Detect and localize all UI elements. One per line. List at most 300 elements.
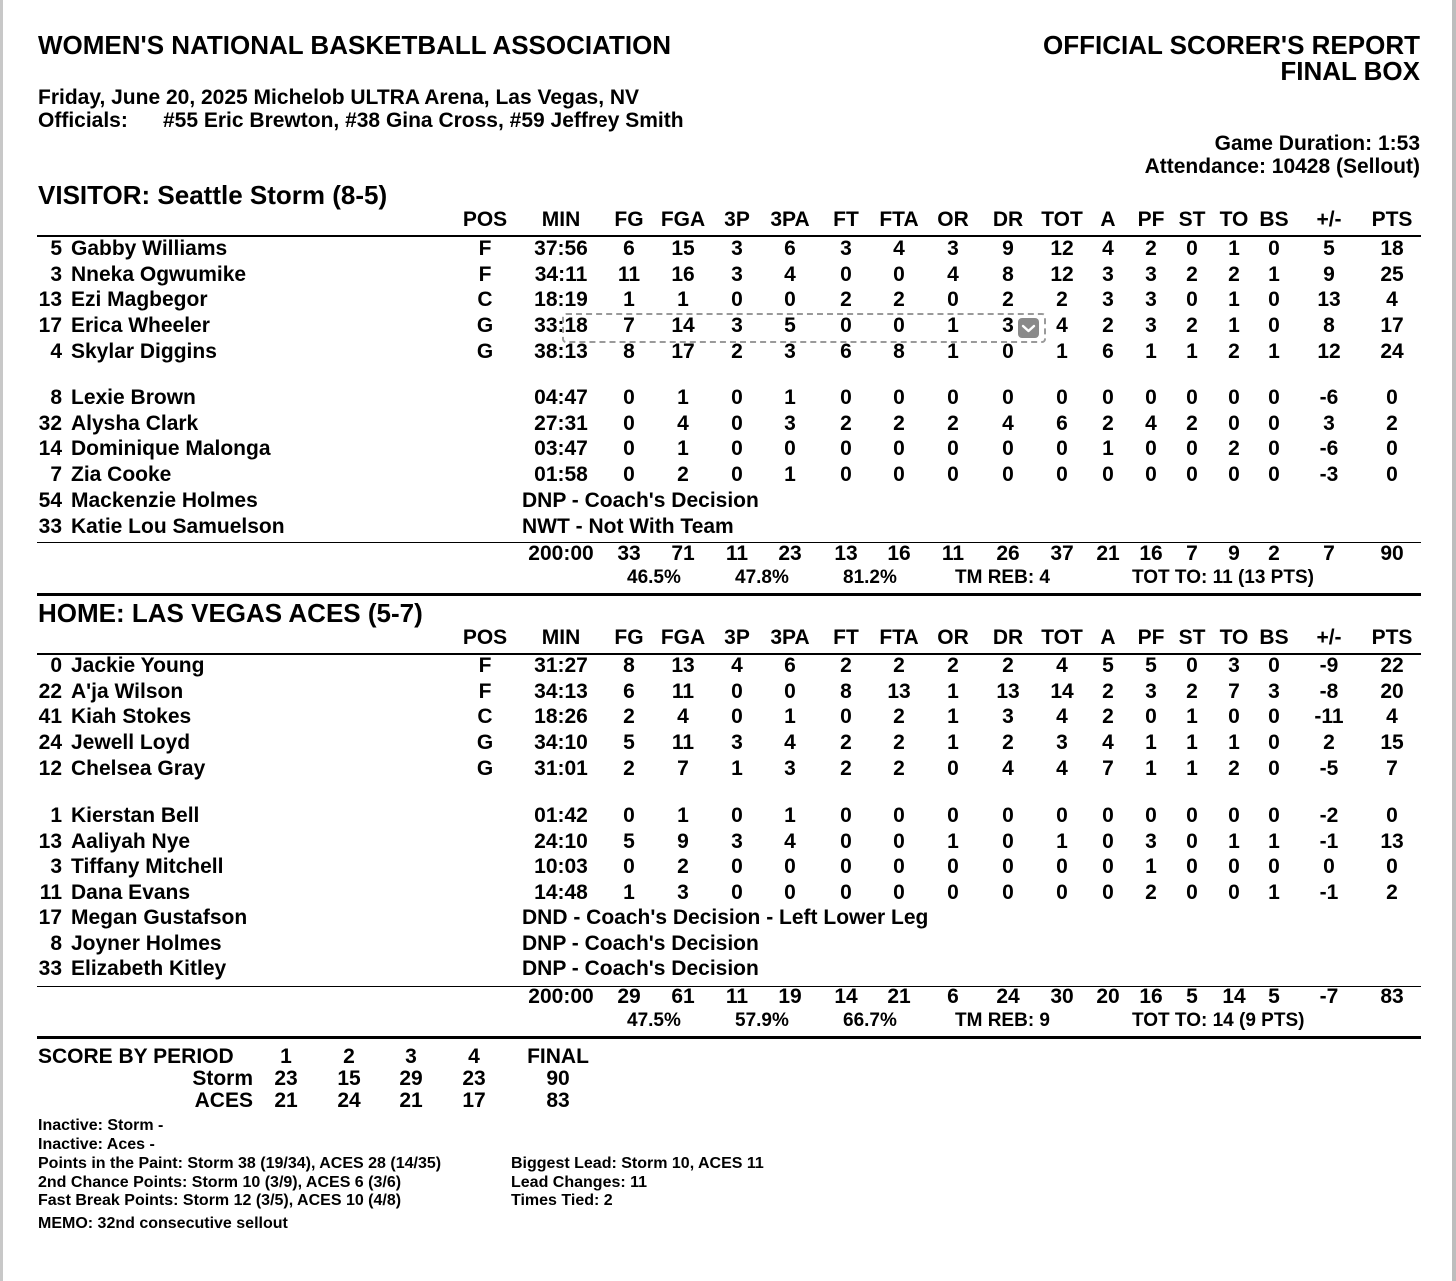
stat-fg: 0 [623,437,635,461]
stat-fga: 1 [677,804,689,827]
stat-pts: 0 [1386,386,1398,409]
period-score: 23 [274,1067,298,1090]
stat-or: 0 [947,881,959,905]
stat-or: 0 [947,804,959,827]
page-left-edge [0,0,3,1281]
report-subtitle: FINAL BOX [1280,56,1420,86]
visitor-section-end-rule [37,593,1421,596]
visitor-header-tot: TOT [1041,208,1083,231]
stat-3pa: 0 [784,288,796,312]
visitor-header-plus-minus: +/- [1316,208,1342,231]
stat-pf: 0 [1145,437,1157,461]
stat-fga: 4 [677,411,689,435]
stat-st: 0 [1186,463,1198,487]
stat-dr: 4 [1002,756,1014,780]
stat-st: 1 [1186,339,1198,363]
stat-to: 0 [1228,855,1240,879]
stat-fta: 2 [893,756,905,780]
period-score: 21 [274,1089,298,1112]
player-name: Jackie Young [71,654,205,677]
stat-bs: 0 [1268,705,1280,729]
stat-ft: 2 [840,288,852,312]
stat-fga: 13 [671,654,695,677]
player-position: F [478,262,492,286]
stat-bs: 0 [1268,756,1280,780]
stat-ft: 8 [840,679,852,703]
stat-plus-minus: -6 [1319,437,1339,461]
stat-fta: 0 [893,437,905,461]
stat-3p: 0 [731,437,743,461]
stat-to: 0 [1228,411,1240,435]
stat-fta: 2 [893,705,905,729]
stat-fg: 8 [623,339,635,363]
visitor-header-3p: 3P [724,208,750,231]
player-position: C [477,288,493,312]
period-score: 83 [546,1089,570,1112]
period-header-4: 4 [468,1045,480,1068]
total-min: 200:00 [528,985,594,1008]
ft-percentage: 81.2% [843,567,897,588]
game-duration: Game Duration: 1:53 [1214,132,1420,155]
stat-pts: 25 [1380,262,1404,286]
player-number: 24 [38,731,62,755]
stat-min: 01:42 [534,804,588,827]
stat-st: 0 [1186,437,1198,461]
dnp-note: DNP - Coach's Decision [522,489,759,512]
stat-a: 1 [1102,437,1114,461]
stat-ft: 0 [840,463,852,487]
stat-3pa: 0 [784,437,796,461]
player-position: G [476,314,494,338]
player-number: 8 [50,931,62,955]
stat-fg: 5 [623,829,635,853]
player-number: 32 [38,411,62,435]
home-header-ft: FT [833,626,859,649]
total-pf: 16 [1139,542,1163,565]
visitor-header-bs: BS [1259,208,1289,231]
stat-to: 1 [1228,731,1240,755]
stat-fta: 0 [893,386,905,409]
player-number: 12 [38,756,62,780]
visitor-title: VISITOR: Seattle Storm (8-5) [38,180,388,210]
stat-to: 0 [1228,386,1240,409]
stat-to: 2 [1228,437,1240,461]
stat-bs: 0 [1268,437,1280,461]
stat-min: 34:11 [534,262,588,286]
stat-or: 1 [947,829,959,853]
visitor-header-fta: FTA [879,208,919,231]
stat-fga: 15 [671,237,695,260]
stat-plus-minus: -1 [1319,881,1339,905]
total-ft: 14 [834,985,858,1008]
stat-or: 1 [947,679,959,703]
biggest-lead: Biggest Lead: Storm 10, ACES 11 [511,1155,764,1172]
player-name: Nneka Ogwumike [71,262,247,286]
stat-min: 27:31 [534,411,588,435]
stat-pts: 7 [1386,756,1398,780]
stat-3pa: 3 [784,411,796,435]
period-score: 23 [462,1067,486,1090]
stat-a: 3 [1102,262,1114,286]
visitor-header-to: TO [1219,208,1249,231]
stat-3p: 0 [731,705,743,729]
stat-fga: 17 [671,339,695,363]
stat-or: 1 [947,314,959,338]
period-score: 15 [337,1067,361,1090]
stat-dr: 8 [1002,262,1014,286]
officials-list: #55 Eric Brewton, #38 Gina Cross, #59 Jeffrey Smith [163,109,684,132]
team-rebounds: TM REB: 4 [955,567,1050,588]
stat-fga: 14 [671,314,695,338]
total-tot: 37 [1050,542,1074,565]
stat-dr: 0 [1002,386,1014,409]
player-name: Dominique Malonga [71,437,271,461]
stat-dr: 0 [1002,804,1014,827]
stat-tot: 0 [1056,386,1068,409]
stat-3pa: 4 [784,829,796,853]
stat-tot: 4 [1056,705,1068,729]
total-to: 14 [1222,985,1246,1008]
fast-break-points: Fast Break Points: Storm 12 (3/5), ACES 10 (4/8) [38,1192,402,1209]
dnp-note: DNP - Coach's Decision [522,931,759,955]
stat-st: 0 [1186,881,1198,905]
player-position: F [478,679,492,703]
total-plus-minus: -7 [1319,985,1339,1008]
stat-fg: 11 [617,262,641,286]
stat-3p: 3 [731,314,743,338]
report-title: OFFICIAL SCORER'S REPORT [1043,30,1420,60]
stat-fta: 4 [893,237,905,260]
home-header-or: OR [937,626,969,649]
stat-ft: 0 [840,705,852,729]
visitor-header-ft: FT [833,208,859,231]
stat-bs: 0 [1268,288,1280,312]
league-title: WOMEN'S NATIONAL BASKETBALL ASSOCIATION [38,30,672,60]
chevron-down-icon[interactable] [1018,318,1039,338]
lead-changes: Lead Changes: 11 [511,1174,648,1191]
stat-fga: 11 [671,731,695,755]
stat-dr: 0 [1002,339,1014,363]
stat-plus-minus: -8 [1319,679,1339,703]
stat-a: 4 [1102,237,1114,260]
stat-plus-minus: 13 [1317,288,1341,312]
stat-to: 0 [1228,804,1240,827]
stat-st: 1 [1186,731,1198,755]
stat-fg: 8 [623,654,635,677]
stat-a: 5 [1102,654,1114,677]
total-pts: 83 [1380,985,1404,1008]
visitor-header-min: MIN [541,208,581,231]
stat-fga: 1 [677,386,689,409]
times-tied: Times Tied: 2 [511,1192,613,1209]
stat-pf: 0 [1145,386,1157,409]
home-header-min: MIN [541,626,581,649]
stat-tot: 0 [1056,463,1068,487]
total-fga: 71 [671,542,695,565]
stat-3pa: 4 [784,731,796,755]
stat-pf: 2 [1145,237,1157,260]
total-3pa: 19 [778,985,802,1008]
player-name: Kiah Stokes [71,705,192,729]
stat-st: 0 [1186,804,1198,827]
stat-ft: 2 [840,731,852,755]
stat-pf: 4 [1145,411,1157,435]
stat-pts: 20 [1380,679,1404,703]
stat-min: 24:10 [534,829,588,853]
stat-dr: 13 [996,679,1020,703]
stat-min: 33:18 [534,314,588,338]
stat-tot: 1 [1056,829,1068,853]
stat-min: 34:10 [534,731,588,755]
total-or: 6 [947,985,959,1008]
player-number: 4 [50,339,62,363]
stat-ft: 3 [840,237,852,260]
player-number: 17 [38,906,62,929]
stat-plus-minus: 5 [1323,237,1335,260]
stat-ft: 0 [840,437,852,461]
period-score: 90 [546,1067,570,1090]
stat-pts: 2 [1386,411,1398,435]
stat-3pa: 5 [784,314,796,338]
stat-to: 7 [1228,679,1240,703]
stat-3pa: 4 [784,262,796,286]
stat-st: 2 [1186,679,1198,703]
stat-fga: 4 [677,705,689,729]
stat-fga: 2 [677,855,689,879]
stat-a: 0 [1102,881,1114,905]
stat-to: 0 [1228,881,1240,905]
stat-or: 1 [947,731,959,755]
total-ft: 13 [834,542,858,565]
home-header-3pa: 3PA [770,626,810,649]
stat-pf: 1 [1145,855,1157,879]
stat-a: 0 [1102,463,1114,487]
stat-a: 2 [1102,411,1114,435]
stat-3p: 0 [731,881,743,905]
stat-or: 0 [947,437,959,461]
stat-tot: 12 [1050,237,1074,260]
player-name: Ezi Magbegor [71,288,208,312]
total-pts: 90 [1380,542,1404,565]
player-name: Gabby Williams [71,237,228,260]
player-number: 3 [50,262,62,286]
stat-3p: 0 [731,804,743,827]
stat-3p: 0 [731,463,743,487]
attendance: Attendance: 10428 (Sellout) [1144,155,1420,178]
home-header-to: TO [1219,626,1249,649]
stat-fg: 1 [623,288,635,312]
stat-bs: 0 [1268,386,1280,409]
player-number: 41 [38,705,62,729]
stat-fga: 16 [671,262,695,286]
stat-a: 4 [1102,731,1114,755]
player-number: 13 [38,829,62,853]
stat-min: 31:27 [534,654,588,677]
stat-ft: 0 [840,386,852,409]
date-venue: Friday, June 20, 2025 Michelob ULTRA Arena, Las Vegas, NV [38,86,640,109]
stat-3p: 0 [731,386,743,409]
period-score: 24 [337,1089,361,1112]
stat-tot: 4 [1056,654,1068,677]
points-in-paint: Points in the Paint: Storm 38 (19/34), ACES 28 (14/35) [38,1155,442,1172]
stat-fg: 1 [623,881,635,905]
stat-ft: 2 [840,654,852,677]
stat-plus-minus: 8 [1323,314,1335,338]
stat-st: 1 [1186,756,1198,780]
home-header-dr: DR [992,626,1024,649]
stat-ft: 0 [840,314,852,338]
second-chance-points: 2nd Chance Points: Storm 10 (3/9), ACES 6 (3/6) [38,1174,402,1191]
player-name: Dana Evans [71,881,191,905]
total-3p: 11 [725,985,749,1008]
player-name: Elizabeth Kitley [71,957,227,981]
stat-pts: 24 [1380,339,1404,363]
stat-fta: 2 [893,411,905,435]
stat-fta: 0 [893,829,905,853]
player-number: 33 [38,957,62,981]
stat-to: 0 [1228,705,1240,729]
stat-min: 34:13 [534,679,588,703]
stat-min: 14:48 [534,881,588,905]
row-selection-box[interactable] [562,313,1046,343]
stat-a: 7 [1102,756,1114,780]
team-rebounds: TM REB: 9 [955,1010,1050,1031]
stat-pf: 3 [1145,262,1157,286]
three-point-percentage: 47.8% [735,567,789,588]
stat-st: 0 [1186,288,1198,312]
stat-plus-minus: -6 [1319,386,1339,409]
stat-fg: 0 [623,463,635,487]
inactive-storm: Inactive: Storm - [38,1117,164,1134]
player-name: Kierstan Bell [71,804,200,827]
stat-plus-minus: -11 [1314,705,1344,729]
fg-percentage: 46.5% [627,567,681,588]
stat-tot: 12 [1050,262,1074,286]
stat-bs: 1 [1268,881,1280,905]
total-bs: 5 [1268,985,1280,1008]
stat-fta: 2 [893,654,905,677]
visitor-header-or: OR [937,208,969,231]
player-number: 14 [38,437,62,461]
stat-dr: 0 [1002,463,1014,487]
period-score: 17 [462,1089,486,1112]
player-name: Zia Cooke [71,463,172,487]
player-name: A'ja Wilson [71,679,184,703]
stat-plus-minus: 12 [1317,339,1341,363]
stat-ft: 6 [840,339,852,363]
stat-3pa: 0 [784,855,796,879]
stat-or: 2 [947,654,959,677]
stat-fga: 7 [677,756,689,780]
memo: MEMO: 32nd consecutive sellout [38,1215,288,1232]
stat-min: 10:03 [534,855,588,879]
stat-fg: 0 [623,411,635,435]
stat-a: 2 [1102,679,1114,703]
visitor-header-dr: DR [992,208,1024,231]
stat-plus-minus: -9 [1319,654,1339,677]
stat-3pa: 3 [784,339,796,363]
stat-min: 03:47 [534,437,588,461]
stat-bs: 0 [1268,855,1280,879]
total-3pa: 23 [778,542,802,565]
visitor-header-fg: FG [614,208,644,231]
stat-dr: 9 [1002,237,1014,260]
stat-or: 1 [947,339,959,363]
stat-plus-minus: -2 [1319,804,1339,827]
stat-fta: 13 [887,679,911,703]
player-number: 1 [50,804,62,827]
stat-ft: 0 [840,855,852,879]
stat-st: 0 [1186,855,1198,879]
stat-fga: 9 [677,829,689,853]
officials-label: Officials: [38,109,128,132]
stat-ft: 0 [840,829,852,853]
player-number: 5 [50,237,62,260]
player-number: 22 [38,679,62,703]
stat-pts: 2 [1386,881,1398,905]
score-by-period-label: SCORE BY PERIOD [38,1045,234,1068]
stat-pts: 17 [1380,314,1404,338]
stat-fta: 2 [893,731,905,755]
player-number: 17 [38,314,62,338]
stat-pts: 18 [1380,237,1404,260]
home-header-pos: POS [462,626,508,649]
stat-tot: 4 [1056,756,1068,780]
stat-pts: 0 [1386,855,1398,879]
home-title: HOME: LAS VEGAS ACES (5-7) [38,598,423,628]
stat-3pa: 0 [784,881,796,905]
stat-pf: 0 [1145,705,1157,729]
stat-a: 2 [1102,705,1114,729]
stat-or: 0 [947,386,959,409]
dnp-note: DNP - Coach's Decision [522,957,759,981]
dnp-note: NWT - Not With Team [522,514,734,538]
stat-pf: 0 [1145,463,1157,487]
stat-st: 2 [1186,411,1198,435]
stat-to: 1 [1228,288,1240,312]
total-turnovers: TOT TO: 11 (13 PTS) [1132,567,1314,588]
stat-fga: 2 [677,463,689,487]
total-to: 9 [1228,542,1240,565]
stat-a: 0 [1102,386,1114,409]
player-position: G [476,756,494,780]
stat-3p: 0 [731,288,743,312]
stat-tot: 3 [1056,731,1068,755]
player-position: C [477,705,493,729]
home-header-st: ST [1178,626,1206,649]
stat-to: 2 [1228,339,1240,363]
stat-3pa: 1 [784,386,796,409]
stat-fta: 0 [893,804,905,827]
stat-fta: 0 [893,314,905,338]
stat-tot: 0 [1056,855,1068,879]
stat-ft: 0 [840,881,852,905]
stat-tot: 0 [1056,437,1068,461]
total-a: 20 [1096,985,1120,1008]
home-header-3p: 3P [724,626,750,649]
player-name: Joyner Holmes [71,931,222,955]
stat-pts: 4 [1386,705,1398,729]
player-number: 7 [50,463,62,487]
stat-dr: 0 [1002,829,1014,853]
stat-tot: 1 [1056,339,1068,363]
stat-dr: 2 [1002,654,1014,677]
stat-fg: 7 [623,314,635,338]
stat-plus-minus: -3 [1319,463,1339,487]
stat-pts: 4 [1386,288,1398,312]
total-3p: 11 [725,542,749,565]
stat-fta: 8 [893,339,905,363]
